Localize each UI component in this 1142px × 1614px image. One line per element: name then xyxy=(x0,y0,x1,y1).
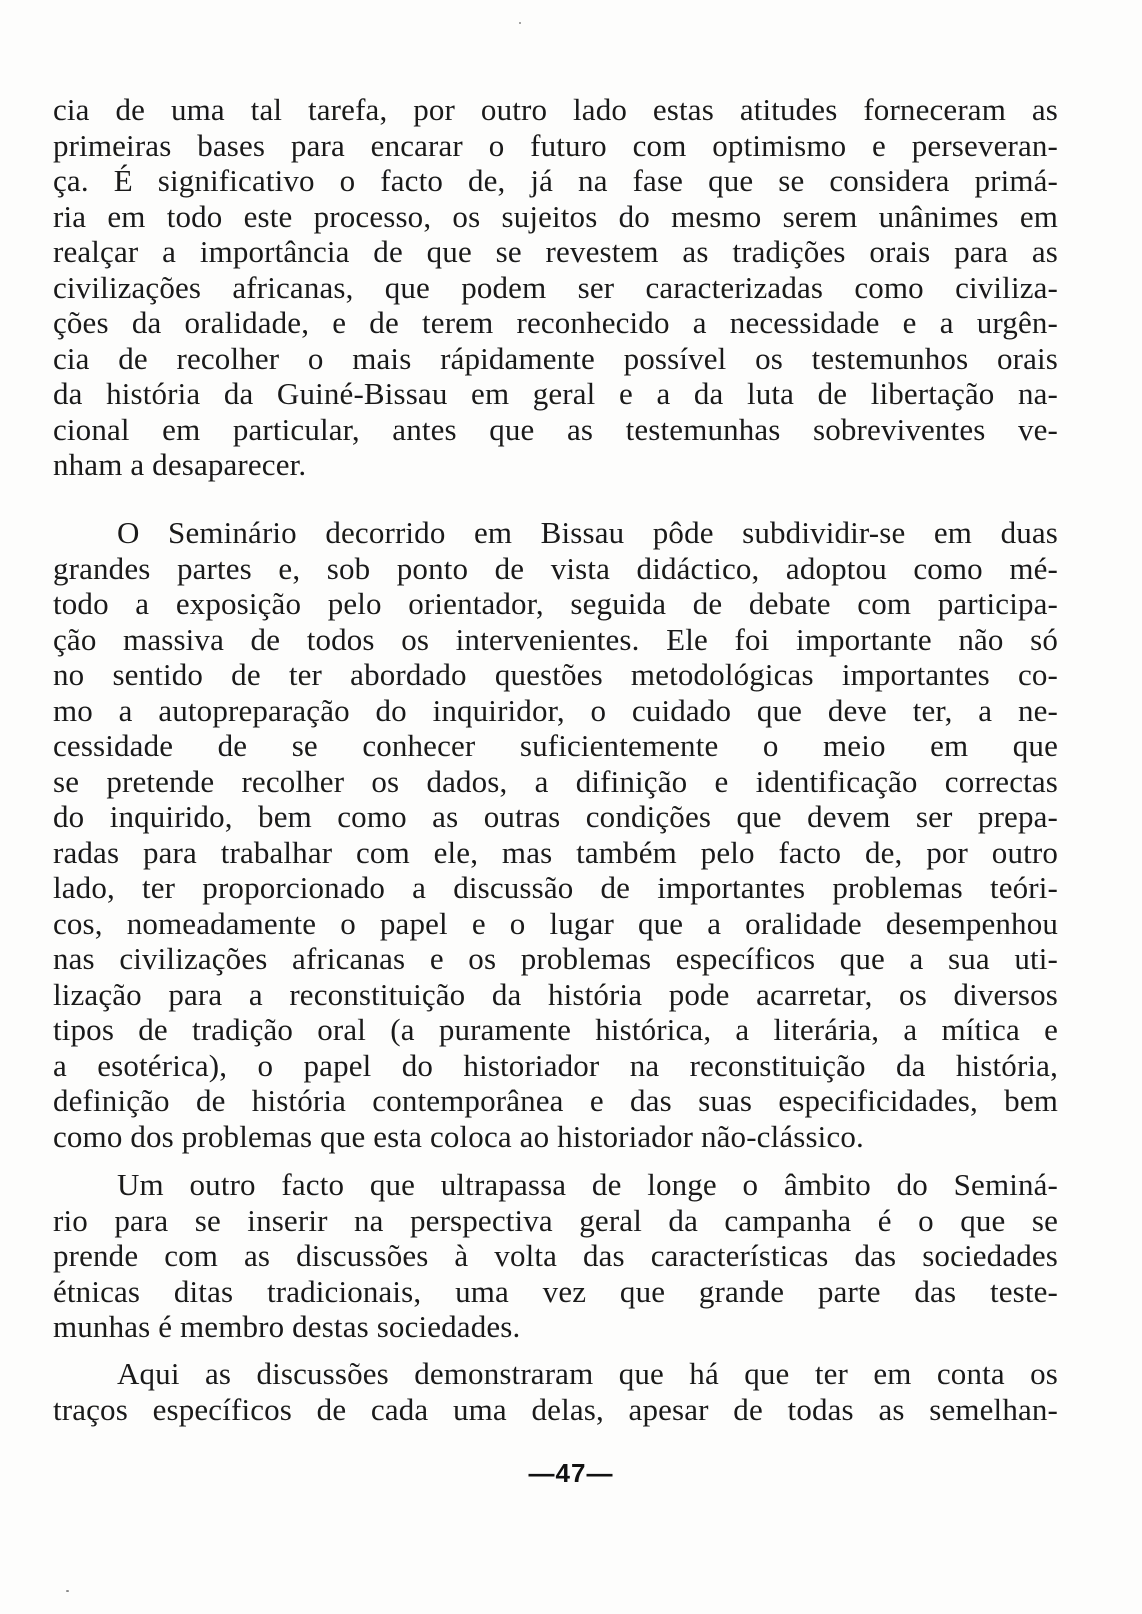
text-line: realçar a importância de que se revestem as tradições orais para as xyxy=(53,234,1058,269)
text-line: primeiras bases para encarar o futuro com optimismo e perseveran- xyxy=(53,127,1058,163)
text-line: ria em todo este processo, os sujeitos do mesmo serem unânimes em xyxy=(53,198,1058,234)
text-line: lado, ter proporcionado a discussão de importantes problemas teóri- xyxy=(53,870,1058,905)
text-line: cia de uma tal tarefa, por outro lado estas atitudes forneceram as xyxy=(53,92,1058,127)
text-line: a esotérica), o papel do historiador na reconstituição da história, xyxy=(53,1047,1058,1083)
text-line: no sentido de ter abordado questões metodológicas importantes co- xyxy=(53,657,1058,692)
text-line: do inquirido, bem como as outras condições que devem ser prepa- xyxy=(53,799,1058,834)
text-line: nham a desaparecer. xyxy=(53,447,307,482)
text-line: traços específicos de cada uma delas, apesar de todas as semelhan- xyxy=(53,1391,1058,1427)
text-line: étnicas ditas tradicionais, uma vez que grande parte das teste- xyxy=(53,1273,1058,1309)
text-line: cos, nomeadamente o papel e o lugar que a oralidade desempenhou xyxy=(53,905,1058,941)
paragraph-1 xyxy=(53,92,1058,483)
scan-speck xyxy=(519,22,521,24)
text-line: lização para a reconstituição da história pode acarretar, os diversos xyxy=(53,976,1058,1012)
paragraph-3 xyxy=(53,1167,1058,1345)
text-line: se pretende recolher os dados, a difinição e identificação correctas xyxy=(53,763,1058,799)
paragraph-2 xyxy=(53,515,1058,1154)
text-line: civilizações africanas, que podem ser caracterizadas como civiliza- xyxy=(53,269,1058,305)
text-line: definição de história contemporânea e das suas especificidades, bem xyxy=(53,1083,1058,1118)
text-line: cia de recolher o mais rápidamente possível os testemunhos orais xyxy=(53,340,1058,376)
text-line: grandes partes e, sob ponto de vista didáctico, adoptou como mé- xyxy=(53,550,1058,586)
text-line: todo a exposição pelo orientador, seguida de debate com participa- xyxy=(53,586,1058,621)
paragraph-4 xyxy=(53,1356,1058,1427)
text-line: cessidade de se conhecer suficientemente o meio em que xyxy=(53,728,1058,763)
text-line: ção massiva de todos os intervenientes. Ele foi importante não só xyxy=(53,621,1058,657)
text-line: tipos de tradição oral (a puramente histórica, a literária, a mítica e xyxy=(53,1012,1058,1047)
text-line: mo a autopreparação do inquiridor, o cuidado que deve ter, a ne- xyxy=(53,692,1058,728)
text-line: como dos problemas que esta coloca ao historiador não-clássico. xyxy=(53,1118,864,1154)
text-line: prende com as discussões à volta das características das sociedades xyxy=(53,1238,1058,1273)
text-line: rio para se inserir na perspectiva geral da campanha é o que se xyxy=(53,1202,1058,1238)
page-number: —47— xyxy=(528,1458,614,1488)
text-line: O Seminário decorrido em Bissau pôde subdividir-se em duas xyxy=(117,515,1058,550)
text-line: munhas é membro destas sociedades. xyxy=(53,1309,521,1344)
text-line: ça. É significativo o facto de, já na fase que se considera primá- xyxy=(53,163,1058,198)
scan-speck xyxy=(66,1590,69,1592)
text-line: ções da oralidade, e de terem reconhecido a necessidade e a urgên- xyxy=(53,305,1058,340)
text-line: Aqui as discussões demonstraram que há que ter em conta os xyxy=(117,1356,1058,1391)
text-line: nas civilizações africanas e os problemas específicos que a sua uti- xyxy=(53,941,1058,976)
text-line: radas para trabalhar com ele, mas também pelo facto de, por outro xyxy=(53,834,1058,870)
text-line: Um outro facto que ultrapassa de longe o âmbito do Seminá- xyxy=(117,1167,1058,1202)
text-line: cional em particular, antes que as testemunhas sobreviventes ve- xyxy=(53,411,1058,447)
text-line: da história da Guiné-Bissau em geral e a da luta de libertação na- xyxy=(53,376,1058,411)
